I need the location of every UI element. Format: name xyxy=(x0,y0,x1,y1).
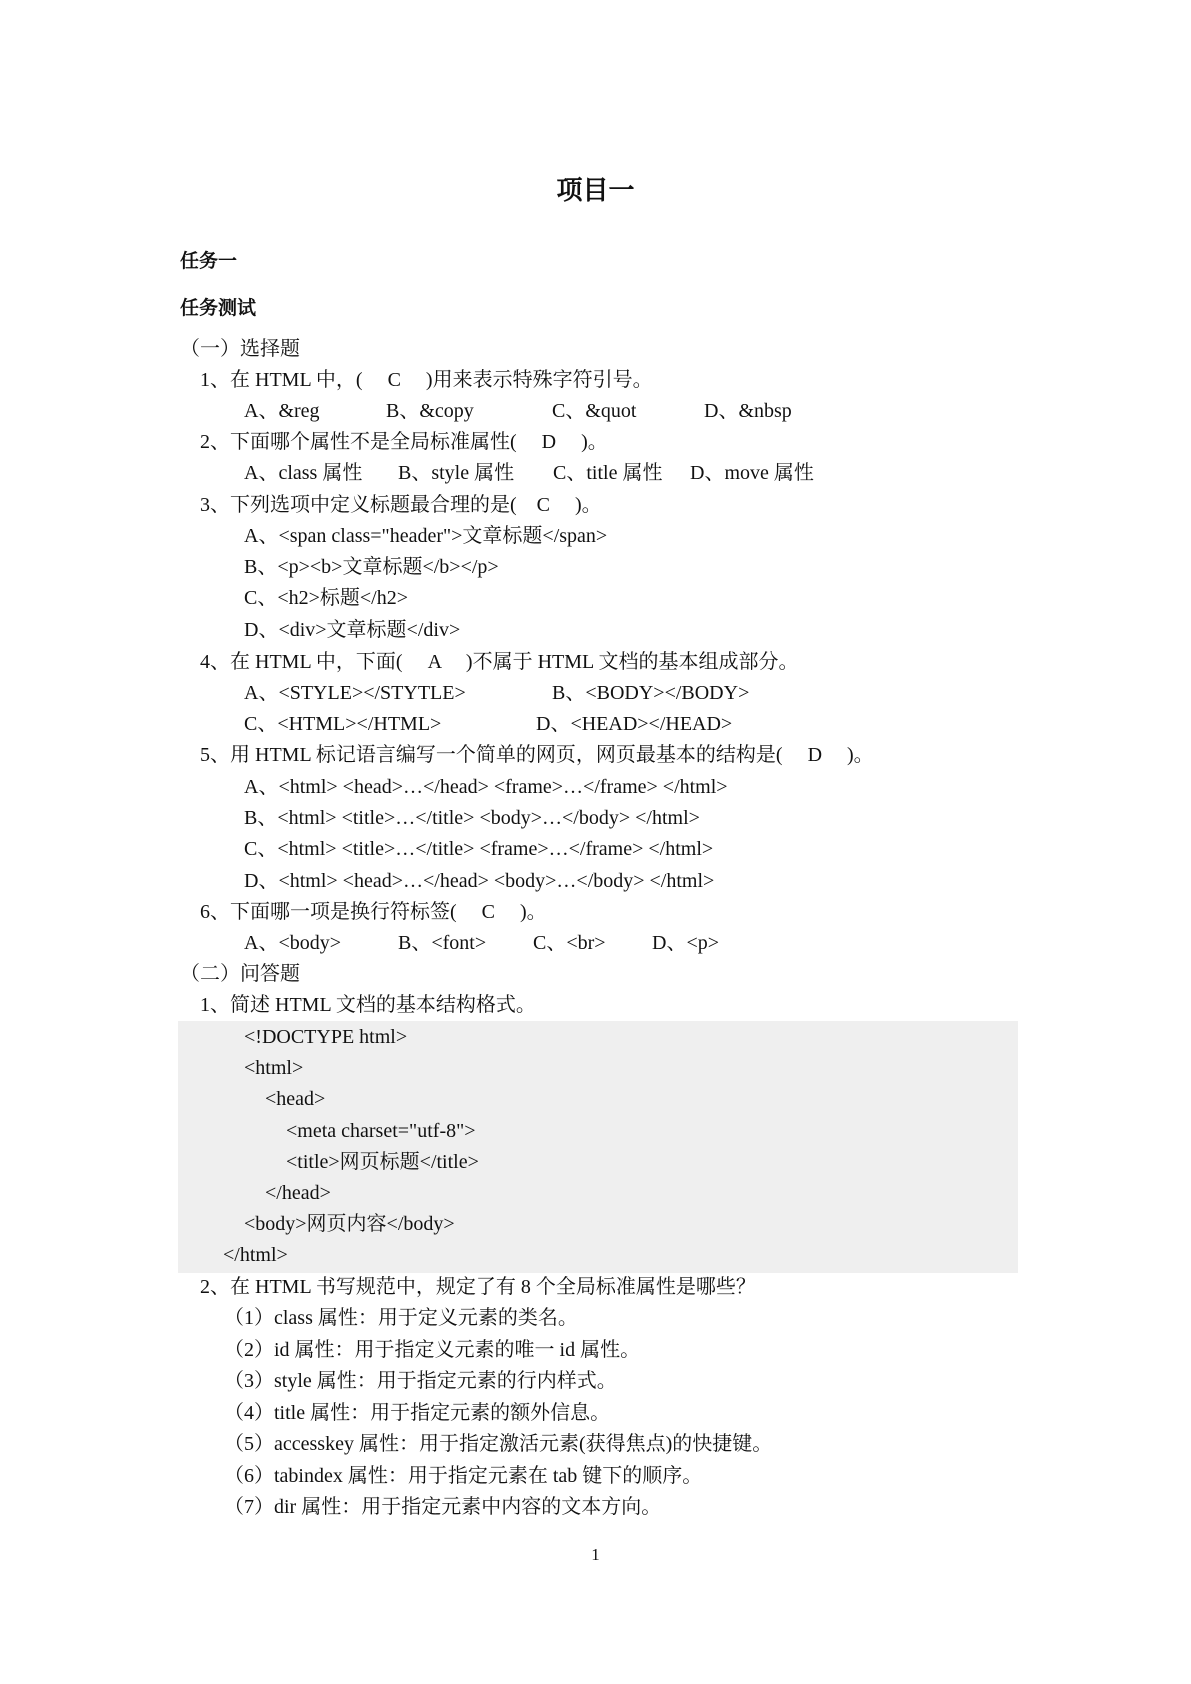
q6-option-c: C、<br> xyxy=(533,932,606,954)
question-4: 4、在 HTML 中，下面( A )不属于 HTML 文档的基本组成部分。 xyxy=(200,651,799,673)
code-line: <body>网页内容</body> xyxy=(244,1213,455,1235)
q4-option-a: A、<STYLE></STYTLE> xyxy=(244,682,466,704)
attribute-item: （4）title 属性：用于指定元素的额外信息。 xyxy=(224,1402,611,1424)
q5-option-c: C、<html> <title>…</title> <frame>…</frame> </html> xyxy=(244,838,714,860)
code-block xyxy=(178,1021,1018,1273)
q5-option-d: D、<html> <head>…</head> <body>…</body> </html> xyxy=(244,870,715,892)
attribute-item: （7）dir 属性：用于指定元素中内容的文本方向。 xyxy=(224,1496,662,1518)
q2-option-c: C、title 属性 xyxy=(553,462,663,484)
q1-option-a: A、&reg xyxy=(244,400,320,422)
q4-option-c: C、<HTML></HTML> xyxy=(244,713,442,735)
qa-question-2: 2、在 HTML 书写规范中，规定了有 8 个全局标准属性是哪些？ xyxy=(200,1276,756,1298)
attribute-item: （5）accesskey 属性：用于指定激活元素(获得焦点)的快捷键。 xyxy=(224,1433,773,1455)
question-6: 6、下面哪一项是换行符标签( C )。 xyxy=(200,901,547,923)
q2-option-a: A、class 属性 xyxy=(244,462,363,484)
section-qa-title: （二）问答题 xyxy=(180,963,300,985)
q2-option-b: B、style 属性 xyxy=(398,462,515,484)
q1-option-d: D、&nbsp xyxy=(704,400,792,422)
question-2: 2、下面哪个属性不是全局标准属性( D )。 xyxy=(200,431,608,453)
q4-option-d: D、<HEAD></HEAD> xyxy=(536,713,733,735)
question-1: 1、在 HTML 中，( C )用来表示特殊字符引号。 xyxy=(200,369,653,391)
attribute-item: （2）id 属性：用于指定义元素的唯一 id 属性。 xyxy=(224,1339,641,1361)
q3-option-a: A、<span class="header">文章标题</span> xyxy=(244,525,608,547)
q5-option-a: A、<html> <head>…</head> <frame>…</frame> </html> xyxy=(244,776,728,798)
code-line: </head> xyxy=(265,1182,331,1204)
code-line: <meta charset="utf-8"> xyxy=(286,1120,476,1142)
code-line: <head> xyxy=(265,1088,326,1110)
attribute-item: （1）class 属性：用于定义元素的类名。 xyxy=(224,1307,578,1329)
task-title: 任务一 xyxy=(180,250,238,272)
test-title: 任务测试 xyxy=(180,297,257,319)
section-choice-title: （一）选择题 xyxy=(180,338,300,360)
q6-option-d: D、<p> xyxy=(652,932,720,954)
project-title: 项目一 xyxy=(556,176,635,206)
qa-question-1: 1、简述 HTML 文档的基本结构格式。 xyxy=(200,994,536,1016)
q6-option-b: B、<font> xyxy=(398,932,487,954)
q6-option-a: A、<body> xyxy=(244,932,342,954)
page-number: 1 xyxy=(591,1545,600,1564)
code-line: <title>网页标题</title> xyxy=(286,1151,479,1173)
q1-option-c: C、&quot xyxy=(552,400,637,422)
code-line: <!DOCTYPE html> xyxy=(244,1026,408,1048)
question-5: 5、用 HTML 标记语言编写一个简单的网页，网页最基本的结构是( D )。 xyxy=(200,744,874,766)
q5-option-b: B、<html> <title>…</title> <body>…</body> </html> xyxy=(244,807,700,829)
code-line: <html> xyxy=(244,1057,304,1079)
code-line: </html> xyxy=(223,1244,288,1266)
question-3: 3、下列选项中定义标题最合理的是( C )。 xyxy=(200,494,602,516)
q3-option-b: B、<p><b>文章标题</b></p> xyxy=(244,556,499,578)
q3-option-c: C、<h2>标题</h2> xyxy=(244,587,409,609)
attribute-item: （3）style 属性：用于指定元素的行内样式。 xyxy=(224,1370,617,1392)
q2-option-d: D、move 属性 xyxy=(690,462,814,484)
q4-option-b: B、<BODY></BODY> xyxy=(552,682,750,704)
attribute-item: （6）tabindex 属性：用于指定元素在 tab 键下的顺序。 xyxy=(224,1465,703,1487)
q3-option-d: D、<div>文章标题</div> xyxy=(244,619,461,641)
q1-option-b: B、&copy xyxy=(386,400,474,422)
